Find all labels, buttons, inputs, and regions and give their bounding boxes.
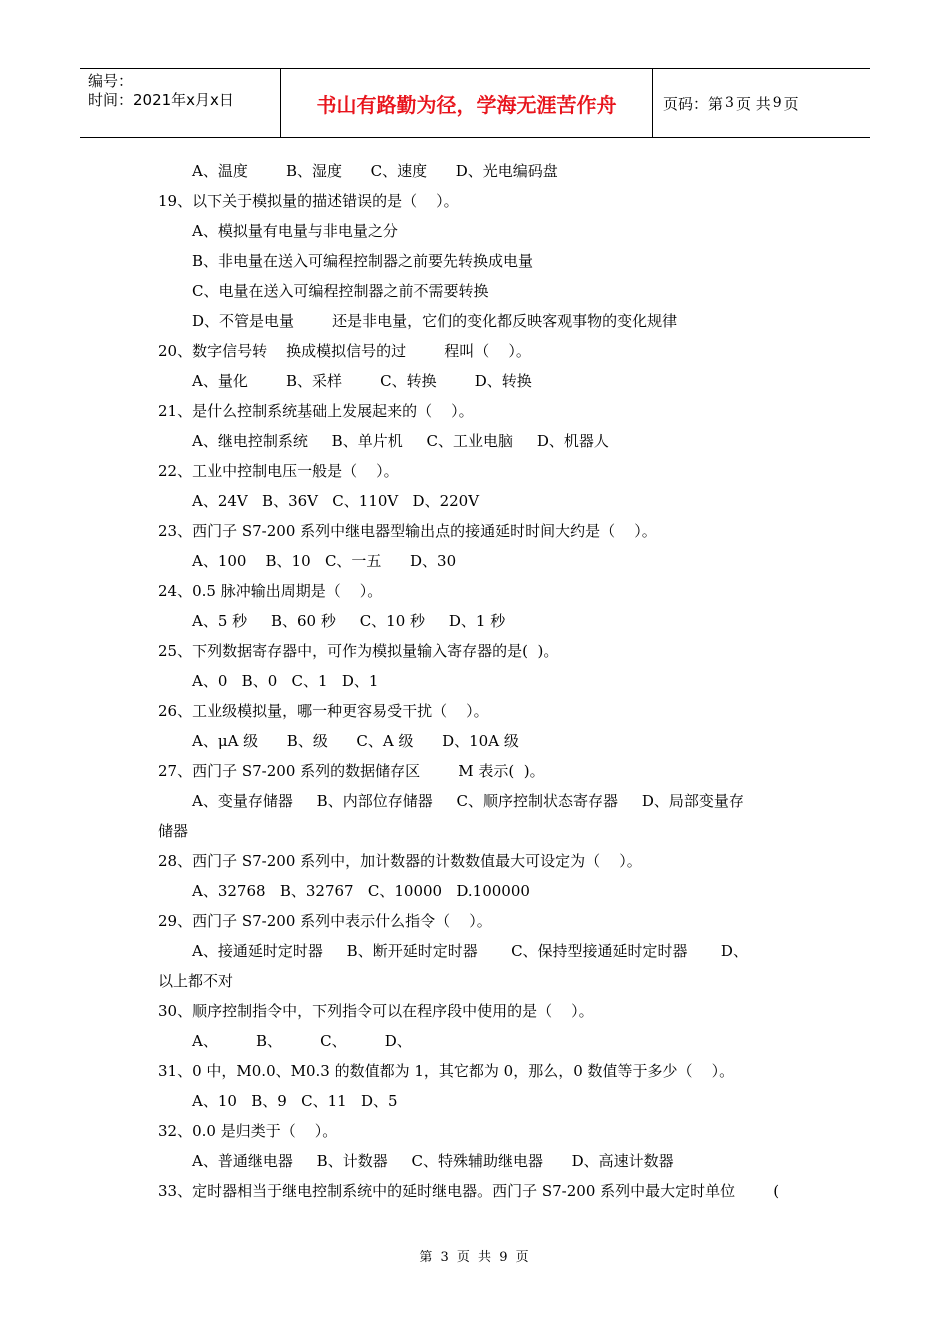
page-header — [80, 68, 870, 138]
time-label: 时间：2021年x月x日 — [88, 91, 234, 109]
page-prefix: 页码：第 — [663, 94, 724, 113]
answer-options: A、变量存储器 B、内部位存储器 C、顺序控制状态寄存器 D、局部变量存 — [192, 792, 744, 810]
question-text: 22、工业中控制电压一般是（ ）。 — [158, 462, 399, 480]
page-current: 3 — [725, 95, 734, 111]
question-text: 20、数字信号转 换成模拟信号的过 程叫（ ）。 — [158, 342, 531, 360]
question-text: 24、0.5 脉冲输出周期是（ ）。 — [158, 582, 383, 600]
continued-text: 以上都不对 — [158, 972, 234, 990]
question-text: 29、西门子 S7-200 系列中表示什么指令（ ）。 — [158, 912, 492, 930]
question-text: 21、是什么控制系统基础上发展起来的（ ）。 — [158, 402, 474, 420]
answer-options: A、24V B、36V C、110V D、220V — [192, 492, 480, 510]
answer-options: A、0 B、0 C、1 D、1 — [192, 672, 379, 690]
page-total: 9 — [772, 95, 782, 111]
header-motto: 书山有路勤为径，学海无涯苦作舟 — [281, 69, 653, 137]
answer-options: A、普通继电器 B、计数器 C、特殊辅助继电器 D、高速计数器 — [192, 1152, 674, 1170]
page-suffix: 页 — [783, 94, 799, 113]
question-text: 26、工业级模拟量，哪一种更容易受干扰（ ）。 — [158, 702, 489, 720]
question-text: 19、以下关于模拟量的描述错误的是（ ）。 — [158, 192, 459, 210]
answer-options: A、温度 B、湿度 C、速度 D、光电编码盘 — [192, 162, 558, 180]
question-list — [158, 156, 818, 1206]
question-text: 25、下列数据寄存器中，可作为模拟量输入寄存器的是( )。 — [158, 642, 559, 660]
answer-options: A、μA 级 B、级 C、A 级 D、10A 级 — [192, 732, 519, 750]
answer-options: A、32768 B、32767 C、10000 D.100000 — [192, 882, 530, 900]
answer-options: A、量化 B、采样 C、转换 D、转换 — [192, 372, 532, 390]
question-text: 23、西门子 S7-200 系列中继电器型输出点的接通延时时间大约是（ ）。 — [158, 522, 657, 540]
answer-options: A、5 秒 B、60 秒 C、10 秒 D、1 秒 — [192, 612, 506, 630]
number-label: 编号： — [88, 72, 134, 90]
header-meta — [80, 69, 281, 137]
question-text: 30、顺序控制指令中，下列指令可以在程序段中使用的是（ ）。 — [158, 1002, 594, 1020]
answer-options: A、继电控制系统 B、单片机 C、工业电脑 D、机器人 — [192, 432, 609, 450]
question-text: 27、西门子 S7-200 系列的数据储存区 M 表示( )。 — [158, 762, 545, 780]
answer-options: A、接通延时定时器 B、断开延时定时器 C、保持型接通延时定时器 D、 — [192, 942, 748, 960]
answer-options: C、电量在送入可编程控制器之前不需要转换 — [192, 282, 489, 300]
question-text: 32、0.0 是归类于（ ）。 — [158, 1122, 338, 1140]
answer-options: A、10 B、9 C、11 D、5 — [192, 1092, 398, 1110]
question-text: 33、定时器相当于继电控制系统中的延时继电器。西门子 S7-200 系列中最大定时单位 ( — [158, 1182, 780, 1200]
answer-options: D、不管是电量 还是非电量，它们的变化都反映客观事物的变化规律 — [192, 312, 678, 330]
page-footer: 第 3 页 共 9 页 — [419, 1250, 531, 1265]
answer-options: A、100 B、10 C、一五 D、30 — [192, 552, 457, 570]
continued-text: 储器 — [158, 822, 189, 840]
question-text: 31、0 中，M0.0、M0.3 的数值都为 1，其它都为 0，那么，0 数值等于多少（ ）。 — [158, 1062, 735, 1080]
answer-options: B、非电量在送入可编程控制器之前要先转换成电量 — [192, 252, 534, 270]
header-page-number — [653, 69, 870, 137]
answer-options: A、模拟量有电量与非电量之分 — [192, 222, 398, 240]
answer-options: A、 B、 C、 D、 — [192, 1032, 412, 1050]
page-middle: 页 共 — [735, 94, 771, 113]
question-text: 28、西门子 S7-200 系列中，加计数器的计数数值最大可设定为（ ）。 — [158, 852, 642, 870]
